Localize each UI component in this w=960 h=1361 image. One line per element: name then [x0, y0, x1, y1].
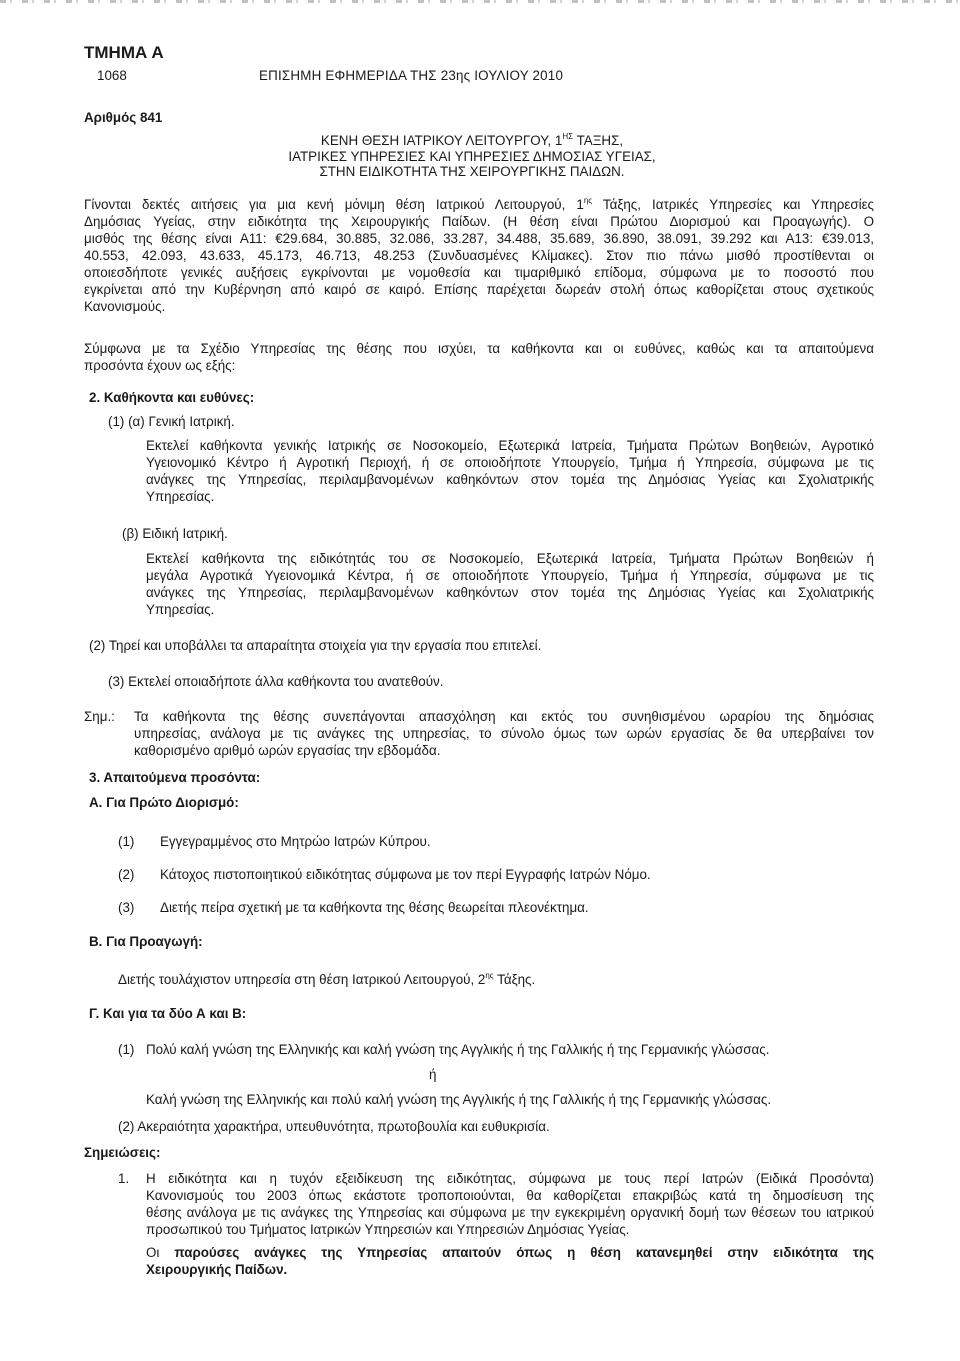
duty-2: (2) Τηρεί και υποβάλλει τα απαραίτητα στοιχεία για την εργασία που επιτελεί.: [89, 638, 542, 653]
promotion-requirement: Διετής τουλάχιστον υπηρεσία στη θέση Ιατρικού Λειτουργού, $2^{\eta\varsigma}$ Τάξης.: [118, 970, 536, 987]
promotion-heading: Β. Για Προαγωγή:: [89, 934, 203, 949]
remark-1-number: 1.: [118, 1171, 130, 1186]
duty-3: (3) Εκτελεί οποιαδήποτε άλλα καθήκοντα του ανατεθούν.: [108, 674, 444, 689]
notice-title: [262, 133, 682, 180]
language-requirement-number: (1): [118, 1042, 135, 1057]
page-number: 1068: [97, 68, 127, 83]
note-label: Σημ.:: [84, 709, 115, 724]
character-requirement: (2) Ακεραιότητα χαρακτήρα, υπευθυνότητα, πρωτοβουλία και ευθυκρισία.: [118, 1119, 550, 1134]
intro-paragraph: Γίνονται δεκτές αιτήσεις για μια κενή μόνιμη θέση Ιατρικού Λειτουργού, $1^{\eta\varsigma}$ Τάξης, Ιατρικές Υπηρεσίες και Υπηρεσίες Δημόσιας Υγείας, στην ειδικότητα της Χειρουργικής Παίδων. (Η θέση είναι Πρώτου Διορισμού και Προαγωγής). Ο μισθός της θέσης είναι Α11: €29.684, 30.885, 32.086, 33.287, 34.488, 35.689, 36.890, 38.091, 39.292 και Α13: €39.013, 40.553, 42.093, 43.633, 45.173, 46.713, 48.253 (Συνδυασμένες Κλίμακες). Στον πιο πάνω μισθό προστίθενται οι οποιεσδήποτε γενικές αυξήσεις εγκρίνονται με νομοθεσία και τιμαριθμικό επίδομα, σύμφωνα με το ποσοστό που εγκρίνεται από την Κυβέρνηση από καιρό σε καιρό. Επίσης παρέχεται δωρεάν στολή όπως καθορίζεται στους σχετικούς Κανονισμούς.: [84, 195, 874, 314]
first-appointment-item-1-number: (1): [118, 834, 135, 849]
first-appointment-item-1: Εγγεγραμμένος στο Μητρώο Ιατρών Κύπρου.: [160, 834, 431, 849]
scheme-paragraph: Σύμφωνα με τα Σχέδιο Υπηρεσίας της θέσης που ισχύει, τα καθήκοντα και οι ευθύνες, καθώς και τα απαιτούμενα προσόντα έχουν ως εξής:: [84, 341, 874, 373]
remark-1-allocation: Οι παρούσες ανάγκες της Υπηρεσίας απαιτούν όπως η θέση κατανεμηθεί στην ειδικότητα της Χειρουργικής Παίδων.: [146, 1245, 874, 1277]
qualifications-heading: 3. Απαιτούμενα προσόντα:: [89, 770, 261, 785]
duties-specialist-text: Εκτελεί καθήκοντα της ειδικότητάς του σε Νοσοκομείο, Εξωτερικά Ιατρεία, Τμήματα Πρώτων Βοηθειών ή μεγάλα Αγροτικά Υγειονομικά Κέντρα, ή σε οποιοδήποτε Υπουργείο, Τμήμα ή Υπηρεσία, σύμφωνα με τις ανάγκες της Υπηρεσίας, περιλαμβανομένων καθηκόντων στον τομέα της Δημόσιας Υγείας και Σχολιατρικής Υπηρεσίας.: [146, 551, 874, 617]
or-separator: ή: [429, 1067, 437, 1082]
remarks-heading: Σημειώσεις:: [84, 1145, 161, 1160]
first-appointment-item-2-number: (2): [118, 867, 135, 882]
remark-1-text: Η ειδικότητα και η τυχόν εξειδίκευση της ειδικότητας, σύμφωνα με τους περί Ιατρών (Ειδικά Προσόντα) Κανονισμούς του 2003 όπως εκάστοτε τροποποιούνται, θα καθορίζεται επακριβώς κατά τη δημοσίευση της θέσης ανάλογα με τις ανάγκες της Υπηρεσίας και σύμφωνα με την εγκεκριμένη οργανική δομή των θέσεων του ιατρικού προσωπικού του Τμήματος Ιατρικών Υπηρεσιών και Υπηρεσιών Δημόσιας Υγείας.: [146, 1171, 874, 1237]
section-label: ΤΜΗΜΑ Α: [84, 43, 164, 62]
notice-number: Αριθμός 841: [84, 110, 163, 125]
first-appointment-item-3: Διετής πείρα σχετική με τα καθήκοντα της θέσης θεωρείται πλεονέκτημα.: [160, 900, 589, 915]
first-appointment-heading: Α. Για Πρώτο Διορισμό:: [89, 795, 239, 810]
first-appointment-item-2: Κάτοχος πιστοποιητικού ειδικότητας σύμφωνα με τον περί Εγγραφής Ιατρών Νόμο.: [160, 867, 651, 882]
title-line-3: ΣΤΗΝ ΕΙΔΙΚΟΤΗΤΑ ΤΗΣ ΧΕΙΡΟΥΡΓΙΚΗΣ ΠΑΙΔΩΝ.: [319, 164, 625, 180]
language-requirement-alt: Καλή γνώση της Ελληνικής και πολύ καλή γνώση της Αγγλικής ή της Γαλλικής ή της Γερμανικής γλώσσας.: [146, 1092, 772, 1107]
title-line-1: ΚΕΝΗ ΘΕΣΗ ΙΑΤΡΙΚΟΥ ΛΕΙΤΟΥΡΓΟΥ, $1^{H\Sigma}$ ΤΑΞΗΣ,: [320, 131, 624, 148]
scan-top-edge: [0, 0, 960, 3]
duties-specialist-label: (β) Ειδική Ιατρική.: [122, 526, 228, 541]
duties-general-label: (1) (α) Γενική Ιατρική.: [108, 414, 235, 429]
language-requirement: Πολύ καλή γνώση της Ελληνικής και καλή γνώση της Αγγλικής ή της Γαλλικής ή της Γερμανικής γλώσσας.: [146, 1042, 770, 1057]
first-appointment-item-3-number: (3): [118, 900, 135, 915]
gazette-header: ΕΠΙΣΗΜΗ ΕΦΗΜΕΡΙΔΑ ΤΗΣ 23ης ΙΟΥΛΙΟΥ 2010: [259, 68, 564, 83]
both-heading: Γ. Και για τα δύο Α και Β:: [89, 1006, 247, 1021]
title-line-2: ΙΑΤΡΙΚΕΣ ΥΠΗΡΕΣΙΕΣ ΚΑΙ ΥΠΗΡΕΣΙΕΣ ΔΗΜΟΣΙΑΣ ΥΓΕΙΑΣ,: [288, 148, 656, 164]
note-text: Τα καθήκοντα της θέσης συνεπάγονται απασχόληση και εκτός του συνηθισμένου ωραρίου της δημόσιας υπηρεσίας, ανάλογα με τις ανάγκες της υπηρεσίας, το σύνολο όμως των ωρών εργασίας δε θα υπερβαίνει τον καθορισμένο αριθμό ωρών εργασίας την εβδομάδα.: [134, 709, 874, 758]
duties-general-text: Εκτελεί καθήκοντα γενικής Ιατρικής σε Νοσοκομείο, Εξωτερικά Ιατρεία, Τμήματα Πρώτων Βοηθειών, Αγροτικό Υγειονομικό Κέντρο ή Αγροτική Περιοχή, ή σε οποιοδήποτε Υπουργείο, Τμήμα ή Υπηρεσία, σύμφωνα με τις ανάγκες της Υπηρεσίας, περιλαμβανομένων καθηκόντων στον τομέα της Δημόσιας Υγείας και Σχολιατρικής Υπηρεσίας.: [146, 438, 874, 504]
duties-heading: 2. Καθήκοντα και ευθύνες:: [89, 390, 255, 405]
